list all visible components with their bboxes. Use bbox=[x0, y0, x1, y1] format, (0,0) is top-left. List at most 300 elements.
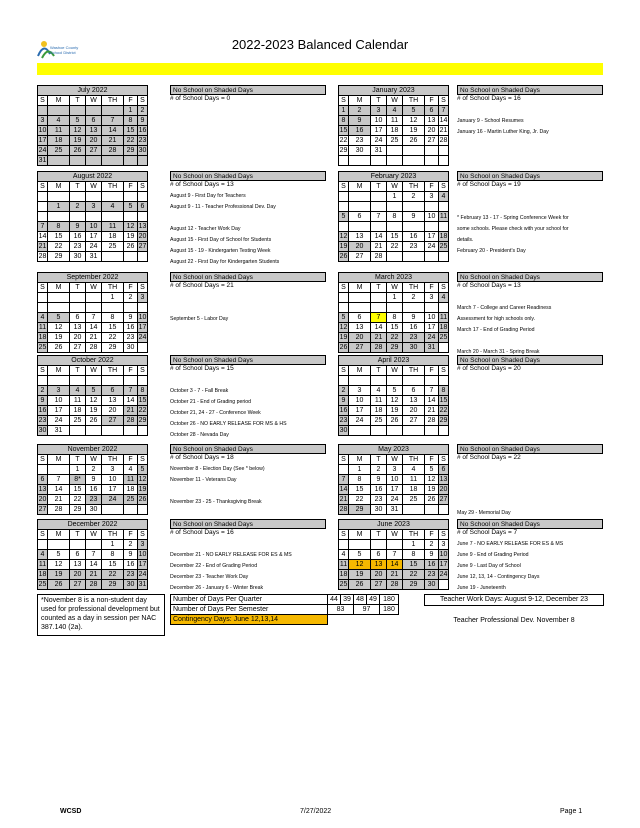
day-cell: 28 bbox=[439, 137, 448, 144]
day-cell: 12 bbox=[349, 560, 371, 570]
note-item: June 19 - Juneteenth bbox=[457, 585, 506, 591]
day-cell: 27 bbox=[371, 580, 387, 590]
day-cell bbox=[371, 222, 387, 232]
weekday-header: M bbox=[349, 530, 371, 540]
weekday-header: S bbox=[38, 283, 48, 293]
day-cell: 26 bbox=[124, 242, 138, 252]
day-cell: 28 bbox=[86, 580, 102, 590]
day-cell: 20 bbox=[349, 333, 371, 343]
day-cell bbox=[339, 376, 349, 386]
day-cell: 12 bbox=[48, 560, 70, 570]
weekday-header: T bbox=[70, 96, 86, 106]
day-cell: 23 bbox=[70, 242, 86, 252]
day-cell bbox=[138, 252, 148, 262]
day-cell: 22 bbox=[439, 407, 448, 414]
weekday-header: F bbox=[425, 530, 439, 540]
day-cell: 6 bbox=[102, 386, 124, 396]
day-cell: 21 bbox=[124, 406, 138, 416]
day-cell: 18 bbox=[371, 406, 387, 416]
weekday-header: S bbox=[439, 530, 449, 540]
day-cell bbox=[138, 343, 148, 353]
day-cell: 11 bbox=[102, 222, 124, 232]
day-cell: 27 bbox=[138, 243, 147, 250]
day-cell bbox=[38, 106, 48, 116]
day-cell: 30 bbox=[124, 343, 138, 353]
weekday-header: TH bbox=[102, 455, 124, 465]
day-cell: 13 bbox=[439, 476, 448, 483]
weekday-header: F bbox=[124, 283, 138, 293]
day-cell bbox=[339, 465, 349, 475]
month-april-2023 bbox=[338, 355, 449, 436]
day-cell: 10 bbox=[138, 314, 147, 321]
note-item: November 11 - Veterans Day bbox=[170, 477, 237, 483]
day-cell: 31 bbox=[48, 426, 70, 436]
day-cell: 30 bbox=[138, 147, 147, 154]
weekday-header: S bbox=[339, 455, 349, 465]
day-cell: 14 bbox=[339, 486, 348, 493]
day-cell: 22 bbox=[387, 242, 403, 252]
month-notes bbox=[170, 519, 326, 591]
day-cell: 4 bbox=[48, 116, 70, 126]
shaded-header: No School on Shaded Days bbox=[170, 519, 326, 529]
day-cell bbox=[439, 426, 449, 436]
day-cell: 31 bbox=[425, 343, 439, 353]
day-cell: 6 bbox=[70, 313, 86, 323]
day-cell: 11 bbox=[439, 213, 448, 220]
day-cell: 31 bbox=[387, 505, 403, 515]
day-cell: 18 bbox=[439, 324, 448, 331]
day-cell: 24 bbox=[425, 333, 439, 343]
day-cell bbox=[349, 202, 371, 212]
day-cell: 3 bbox=[138, 293, 148, 303]
weekday-header: TH bbox=[403, 530, 425, 540]
shaded-header: No School on Shaded Days bbox=[170, 85, 326, 95]
day-cell: 20 bbox=[70, 333, 86, 343]
day-cell bbox=[124, 156, 138, 166]
day-cell: 19 bbox=[86, 406, 102, 416]
weekday-header: S bbox=[339, 182, 349, 192]
day-cell: 5 bbox=[48, 550, 70, 560]
day-cell: 22 bbox=[102, 333, 124, 343]
weekday-header: S bbox=[138, 530, 148, 540]
day-cell: 24 bbox=[439, 571, 448, 578]
stats-table bbox=[170, 594, 399, 625]
day-cell bbox=[102, 252, 124, 262]
day-cell: 14 bbox=[38, 233, 47, 240]
day-cell: 7 bbox=[124, 386, 138, 396]
day-cell: 24 bbox=[138, 571, 147, 578]
note-item: June 9 - Last Day of School bbox=[457, 563, 521, 569]
day-cell: 10 bbox=[425, 313, 439, 323]
day-cell: 20 bbox=[349, 242, 371, 252]
day-cell: 8 bbox=[403, 550, 425, 560]
day-cell bbox=[339, 192, 349, 202]
day-cell: 8 bbox=[48, 222, 70, 232]
month-title: September 2022 bbox=[38, 273, 148, 283]
day-cell: 14 bbox=[387, 560, 403, 570]
day-cell: 25 bbox=[371, 416, 387, 426]
day-cell: 8 bbox=[102, 550, 124, 560]
day-cell bbox=[70, 293, 86, 303]
weekday-header: M bbox=[48, 283, 70, 293]
month-notes bbox=[170, 171, 326, 265]
day-cell: 26 bbox=[339, 253, 348, 260]
day-cell: 30 bbox=[86, 505, 102, 515]
day-cell: 5 bbox=[70, 116, 86, 126]
weekday-header: S bbox=[138, 455, 148, 465]
day-cell bbox=[403, 252, 425, 262]
note-item: January 9 - School Resumes bbox=[457, 118, 524, 124]
day-cell bbox=[70, 303, 86, 313]
day-cell: 29 bbox=[48, 252, 70, 262]
day-cell: 23 bbox=[403, 242, 425, 252]
day-cell: 30 bbox=[70, 252, 86, 262]
day-cell bbox=[371, 426, 387, 436]
day-cell: 10 bbox=[387, 475, 403, 485]
day-cell: 22 bbox=[403, 570, 425, 580]
day-cell: 25 bbox=[339, 581, 348, 588]
day-cell: 30 bbox=[339, 427, 348, 434]
day-cell: 26 bbox=[86, 416, 102, 426]
day-cell bbox=[70, 540, 86, 550]
note-item: November 23 - 25 - Thanksgiving Break bbox=[170, 499, 262, 505]
day-cell bbox=[403, 156, 425, 166]
day-cell bbox=[425, 376, 439, 386]
day-cell bbox=[38, 192, 48, 202]
day-cell: 17 bbox=[38, 137, 47, 144]
day-cell bbox=[339, 202, 349, 212]
day-cell: 3 bbox=[439, 540, 449, 550]
day-cell: 25 bbox=[48, 146, 70, 156]
day-cell bbox=[86, 106, 102, 116]
day-cell: 22 bbox=[339, 137, 348, 144]
day-cell: 27 bbox=[86, 146, 102, 156]
day-cell: 31 bbox=[86, 252, 102, 262]
day-cell: 2 bbox=[70, 202, 86, 212]
school-days-count: # of School Days = 13 bbox=[170, 181, 234, 188]
day-cell: 18 bbox=[403, 485, 425, 495]
weekday-header: F bbox=[124, 455, 138, 465]
day-cell: 4 bbox=[70, 386, 86, 396]
day-cell bbox=[387, 156, 403, 166]
month-notes bbox=[170, 272, 326, 322]
note-item: December 26 - January 6 - Winter Break bbox=[170, 585, 264, 591]
day-cell: 16 bbox=[339, 407, 348, 414]
day-cell bbox=[339, 293, 349, 303]
weekday-header: S bbox=[38, 182, 48, 192]
note-item: June 7 - NO EARLY RELEASE FOR ES & MS bbox=[457, 541, 564, 547]
day-cell: 17 bbox=[425, 323, 439, 333]
day-cell bbox=[349, 293, 371, 303]
weekday-header: TH bbox=[102, 96, 124, 106]
weekday-header: M bbox=[48, 455, 70, 465]
weekday-header: S bbox=[38, 530, 48, 540]
day-cell bbox=[70, 376, 86, 386]
day-cell bbox=[70, 212, 86, 222]
month-notes bbox=[457, 272, 603, 355]
day-cell: 14 bbox=[102, 126, 124, 136]
day-cell: 29 bbox=[124, 146, 138, 156]
day-cell bbox=[439, 202, 449, 212]
day-cell bbox=[86, 376, 102, 386]
day-cell bbox=[371, 202, 387, 212]
day-cell bbox=[86, 293, 102, 303]
school-days-count: # of School Days = 16 bbox=[170, 529, 234, 536]
footnote-text: *November 8 is a non-student day used for professional development but counted as a day in session per NAC 387.140 (2a). bbox=[41, 597, 160, 631]
day-cell bbox=[371, 303, 387, 313]
day-cell: 7 bbox=[371, 313, 387, 323]
day-cell bbox=[48, 376, 70, 386]
month-december-2022 bbox=[37, 519, 148, 590]
month-july-2022 bbox=[37, 85, 148, 166]
day-cell: 10 bbox=[102, 475, 124, 485]
weekday-header: TH bbox=[403, 96, 425, 106]
day-cell: 19 bbox=[48, 333, 70, 343]
day-cell bbox=[86, 212, 102, 222]
contingency-label: Contingency Days: June 12,13,14 bbox=[171, 615, 328, 625]
day-cell: 4 bbox=[403, 465, 425, 475]
day-cell: 26 bbox=[48, 343, 70, 353]
day-cell bbox=[371, 376, 387, 386]
day-cell bbox=[48, 156, 70, 166]
shaded-header: No School on Shaded Days bbox=[170, 171, 326, 181]
day-cell: 24 bbox=[425, 242, 439, 252]
day-cell bbox=[387, 222, 403, 232]
day-cell bbox=[339, 222, 349, 232]
day-cell: 3 bbox=[38, 116, 48, 126]
day-cell: 20 bbox=[138, 233, 147, 240]
day-cell: 20 bbox=[38, 496, 47, 503]
day-cell: 20 bbox=[86, 136, 102, 146]
note-item: August 15 - First Day of School for Students bbox=[170, 237, 272, 243]
weekday-header: S bbox=[339, 96, 349, 106]
weekday-header: S bbox=[439, 96, 449, 106]
day-cell: 11 bbox=[439, 314, 448, 321]
day-cell: 26 bbox=[70, 146, 86, 156]
weekday-header: S bbox=[439, 455, 449, 465]
day-cell: 21 bbox=[425, 406, 439, 416]
day-cell: 20 bbox=[425, 126, 439, 136]
day-cell bbox=[70, 426, 86, 436]
day-cell: 31 bbox=[371, 146, 387, 156]
day-cell: 10 bbox=[38, 127, 47, 134]
day-cell: 3 bbox=[138, 540, 148, 550]
school-days-count: # of School Days = 22 bbox=[457, 454, 521, 461]
day-cell bbox=[48, 106, 70, 116]
day-cell: 2 bbox=[86, 465, 102, 475]
weekday-header: F bbox=[124, 182, 138, 192]
day-cell bbox=[403, 202, 425, 212]
day-cell: 6 bbox=[403, 386, 425, 396]
day-cell: 12 bbox=[138, 476, 147, 483]
day-cell: 6 bbox=[138, 202, 148, 212]
stats-row-contingency bbox=[171, 615, 399, 625]
footer-page: Page 1 bbox=[560, 808, 583, 815]
day-cell: 9 bbox=[86, 475, 102, 485]
day-cell bbox=[124, 192, 138, 202]
day-cell: 7 bbox=[102, 116, 124, 126]
stats-row-quarter bbox=[171, 595, 399, 605]
day-cell: 8 bbox=[439, 386, 449, 396]
day-cell: 2 bbox=[349, 106, 371, 116]
shaded-header: No School on Shaded Days bbox=[457, 519, 603, 529]
note-item: March 7 - College and Career Readiness bbox=[457, 305, 552, 311]
weekday-header: TH bbox=[403, 283, 425, 293]
shaded-header: No School on Shaded Days bbox=[170, 272, 326, 282]
day-cell bbox=[48, 293, 70, 303]
day-cell: 5 bbox=[124, 202, 138, 212]
month-november-2022 bbox=[37, 444, 148, 515]
school-days-count: # of School Days = 21 bbox=[170, 282, 234, 289]
day-cell: 15 bbox=[138, 397, 147, 404]
day-cell: 15 bbox=[439, 397, 448, 404]
month-october-2022 bbox=[37, 355, 148, 436]
day-cell: 13 bbox=[349, 323, 371, 333]
day-cell bbox=[38, 212, 48, 222]
day-cell: 28 bbox=[48, 505, 70, 515]
day-cell bbox=[38, 465, 48, 475]
day-cell: 16 bbox=[38, 407, 47, 414]
day-cell: 29 bbox=[439, 417, 448, 424]
day-cell: 13 bbox=[86, 126, 102, 136]
day-cell: 14 bbox=[371, 232, 387, 242]
day-cell: 12 bbox=[124, 222, 138, 232]
note-item: December 23 - Teacher Work Day bbox=[170, 574, 249, 580]
day-cell: 9 bbox=[70, 222, 86, 232]
day-cell: 25 bbox=[439, 334, 448, 341]
day-cell: 23 bbox=[403, 333, 425, 343]
day-cell: 2 bbox=[38, 386, 48, 396]
weekday-header: F bbox=[425, 182, 439, 192]
day-cell: 9 bbox=[349, 116, 371, 126]
day-cell: 17 bbox=[138, 324, 147, 331]
day-cell bbox=[425, 303, 439, 313]
day-cell: 13 bbox=[349, 232, 371, 242]
day-cell bbox=[387, 146, 403, 156]
day-cell: 22 bbox=[124, 136, 138, 146]
day-cell bbox=[439, 222, 449, 232]
day-cell: 15 bbox=[403, 560, 425, 570]
day-cell bbox=[48, 212, 70, 222]
day-cell: 5 bbox=[425, 465, 439, 475]
month-june-2023 bbox=[338, 519, 449, 590]
day-cell bbox=[138, 212, 148, 222]
day-cell: 30 bbox=[425, 580, 439, 590]
day-cell: 14 bbox=[86, 323, 102, 333]
month-title: March 2023 bbox=[339, 273, 449, 283]
stats-val: 49 bbox=[367, 595, 380, 605]
day-cell: 11 bbox=[387, 116, 403, 126]
stats-label: Number of Days Per Quarter bbox=[171, 595, 328, 605]
day-cell bbox=[138, 192, 148, 202]
note-item: October 21, 24 - 27 - Conference Week bbox=[170, 410, 261, 416]
weekday-header: F bbox=[124, 530, 138, 540]
day-cell: 6 bbox=[70, 550, 86, 560]
school-days-count: # of School Days = 20 bbox=[457, 365, 521, 372]
day-cell: 7 bbox=[339, 475, 349, 485]
day-cell bbox=[70, 106, 86, 116]
day-cell: 12 bbox=[425, 475, 439, 485]
day-cell: 25 bbox=[38, 344, 47, 351]
note-item: January 16 - Martin Luther King, Jr. Day bbox=[457, 129, 549, 135]
day-cell: 1 bbox=[102, 540, 124, 550]
day-cell: 15 bbox=[387, 232, 403, 242]
day-cell: 23 bbox=[124, 570, 138, 580]
day-cell: 24 bbox=[48, 416, 70, 426]
day-cell bbox=[403, 146, 425, 156]
weekday-header: TH bbox=[102, 530, 124, 540]
day-cell: 13 bbox=[371, 560, 387, 570]
month-march-2023 bbox=[338, 272, 449, 353]
note-item: August 15 - 19 - Kindergarten Testing Week bbox=[170, 248, 271, 254]
day-cell: 24 bbox=[86, 242, 102, 252]
day-cell: 29 bbox=[403, 580, 425, 590]
day-cell: 3 bbox=[349, 386, 371, 396]
day-cell: 19 bbox=[339, 334, 348, 341]
weekday-header: TH bbox=[403, 366, 425, 376]
day-cell bbox=[439, 343, 449, 353]
day-cell: 20 bbox=[102, 406, 124, 416]
day-cell bbox=[349, 156, 371, 166]
day-cell bbox=[403, 303, 425, 313]
day-cell bbox=[425, 156, 439, 166]
month-title: August 2022 bbox=[38, 172, 148, 182]
day-cell: 24 bbox=[138, 334, 147, 341]
shaded-header: No School on Shaded Days bbox=[457, 444, 603, 454]
day-cell: 2 bbox=[339, 386, 349, 396]
school-days-count: # of School Days = 18 bbox=[170, 454, 234, 461]
day-cell: 27 bbox=[439, 496, 448, 503]
weekday-header: TH bbox=[102, 366, 124, 376]
day-cell: 27 bbox=[70, 343, 86, 353]
day-cell: 18 bbox=[70, 406, 86, 416]
day-cell: 28 bbox=[371, 343, 387, 353]
day-cell: 6 bbox=[349, 313, 371, 323]
day-cell: 1 bbox=[387, 192, 403, 202]
day-cell bbox=[138, 303, 148, 313]
day-cell bbox=[86, 156, 102, 166]
weekday-header: F bbox=[425, 96, 439, 106]
stats-val: 180 bbox=[380, 595, 399, 605]
month-title: July 2022 bbox=[38, 86, 148, 96]
note-item: March 20 - March 31 - Spring Break bbox=[457, 349, 540, 355]
weekday-header: M bbox=[48, 366, 70, 376]
day-cell bbox=[102, 156, 124, 166]
weekday-header: W bbox=[387, 96, 403, 106]
day-cell: 13 bbox=[70, 323, 86, 333]
day-cell: 15 bbox=[124, 126, 138, 136]
day-cell: 4 bbox=[339, 550, 349, 560]
day-cell bbox=[70, 192, 86, 202]
day-cell bbox=[339, 540, 349, 550]
day-cell: 18 bbox=[38, 571, 47, 578]
weekday-header: T bbox=[70, 283, 86, 293]
day-cell bbox=[138, 376, 148, 386]
weekday-header: W bbox=[387, 283, 403, 293]
day-cell: 5 bbox=[86, 386, 102, 396]
day-cell: 13 bbox=[138, 223, 147, 230]
weekday-header: T bbox=[371, 455, 387, 465]
day-cell: 23 bbox=[371, 495, 387, 505]
day-cell: 1 bbox=[70, 465, 86, 475]
weekday-header: S bbox=[138, 366, 148, 376]
day-cell: 4 bbox=[439, 192, 449, 202]
month-title: January 2023 bbox=[339, 86, 449, 96]
month-title: May 2023 bbox=[339, 445, 449, 455]
weekday-header: F bbox=[124, 96, 138, 106]
day-cell: 9 bbox=[371, 475, 387, 485]
day-cell: 18 bbox=[124, 485, 138, 495]
